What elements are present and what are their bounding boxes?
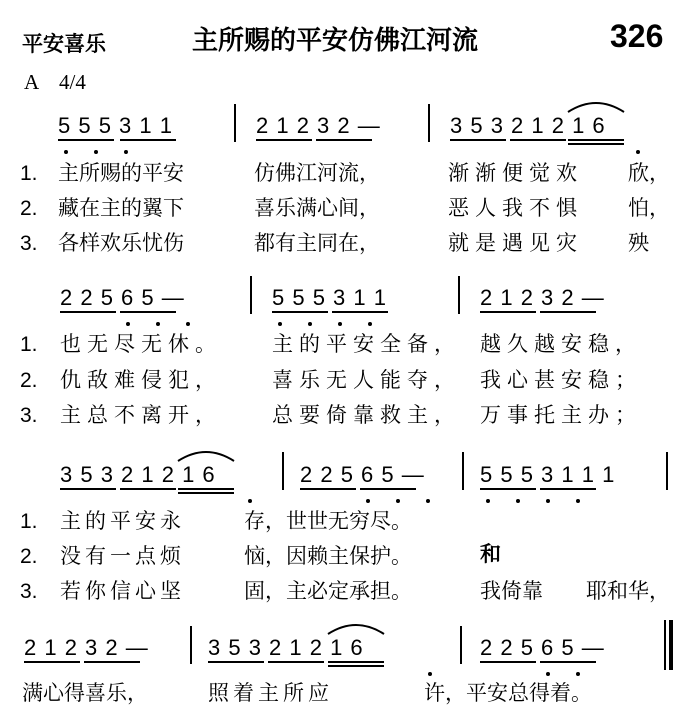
octave-dot — [308, 322, 312, 326]
octave-dot — [426, 499, 430, 503]
measure-notes: 2 2 5 6 5 — — [480, 635, 605, 660]
octave-dot — [124, 150, 128, 154]
beat-underline — [120, 311, 176, 313]
verse-2-lyrics: 2. — [20, 197, 38, 220]
octave-dot — [248, 499, 252, 503]
lyric-phrase: 我倚靠 — [480, 579, 543, 603]
verse-1-lyrics: 1. — [20, 162, 38, 185]
octave-dot — [126, 322, 130, 326]
measure-notes: 3 5 3 2 1 2 1 6 — [60, 462, 216, 487]
beat-underline — [120, 488, 176, 490]
octave-dot — [576, 672, 580, 676]
slur-mark — [566, 100, 626, 114]
lyric-phrase: 恼，因赖主保护。 — [244, 544, 412, 568]
lyric-phrase: 主总不离开， — [60, 403, 222, 427]
lyric-phrase: 藏在主的翼下 — [58, 196, 184, 220]
lyric-phrase: 主所赐的平安 — [58, 161, 184, 185]
lyric-phrase: 越久越安稳， — [480, 332, 642, 356]
beat-underline — [24, 661, 80, 663]
measure-notes: 3 5 3 2 1 2 1 6 — [450, 113, 606, 138]
lyric-phrase: 喜乐满心间， — [254, 196, 380, 220]
beat-underline — [480, 488, 536, 490]
hymn-number: 326 — [610, 18, 664, 54]
verse-1-lyrics: 1. — [20, 510, 38, 533]
lyric-phrase: 怕， — [628, 196, 670, 220]
octave-dot — [368, 322, 372, 326]
barline — [282, 452, 284, 490]
barline — [250, 276, 252, 314]
lyric-phrase: 主的平安永 — [60, 509, 185, 533]
beat-underline — [178, 492, 234, 494]
beat-underline — [332, 311, 388, 313]
time-signature: 4/4 — [59, 70, 86, 94]
measure-notes: 3 5 3 2 1 2 1 6 — [208, 635, 364, 660]
measure-notes: 2 1 2 3 2 — — [256, 113, 381, 138]
octave-dot — [576, 499, 580, 503]
verse-3-lyrics: 3. — [20, 404, 38, 427]
lyric-phrase: 恶人我不惧 — [448, 196, 583, 220]
beat-underline — [480, 311, 536, 313]
barline — [666, 452, 668, 490]
lyric-phrase: 总要倚靠救主， — [272, 403, 461, 427]
beat-underline — [360, 488, 416, 490]
lyric-phrase: 仇敌难侵犯， — [60, 368, 222, 392]
key-time-signature — [24, 70, 86, 95]
measure-notes: 5 5 5 3 1 1 — [272, 285, 387, 310]
beat-underline — [540, 488, 596, 490]
lyric-phrase: 耶和华， — [586, 579, 670, 603]
octave-dot — [366, 499, 370, 503]
barline — [428, 104, 430, 142]
lyric-phrase: 固，主必定承担。 — [244, 579, 412, 603]
lyric-phrase: 殃 — [628, 231, 649, 255]
octave-dot — [278, 322, 282, 326]
beat-underline — [510, 139, 566, 141]
barline — [458, 276, 460, 314]
lyric-phrase: 我心甚安稳； — [480, 368, 642, 392]
octave-dot — [546, 499, 550, 503]
measure-notes: 5 5 5 3 1 1 — [58, 113, 173, 138]
measure-notes: 2 1 2 3 2 — — [24, 635, 149, 660]
lyric-phrase: 存，世世无穷尽。 — [244, 509, 412, 533]
octave-dot — [338, 322, 342, 326]
octave-dot — [186, 322, 190, 326]
lyric-phrase: 万事托主办； — [480, 403, 642, 427]
barline — [234, 104, 236, 142]
hymn-title: 主所赐的平安仿佛江河流 — [192, 26, 479, 56]
measure-notes: 2 2 5 6 5 — — [60, 285, 185, 310]
lyric-phrase: 照着主所应 — [208, 681, 333, 705]
beat-underline — [272, 311, 328, 313]
hymn-category: 平安喜乐 — [22, 32, 106, 56]
verse-3-lyrics: 3. — [20, 580, 38, 603]
lyric-phrase: 欣， — [628, 161, 670, 185]
measure-notes: 2 2 5 6 5 — — [300, 462, 425, 487]
lyric-phrase: 若你信心坚 — [60, 579, 185, 603]
key-signature: A — [24, 70, 39, 94]
slur-mark — [176, 449, 236, 463]
beat-underline — [120, 139, 176, 141]
octave-dot — [636, 150, 640, 154]
octave-dot — [64, 150, 68, 154]
lyric-phrase: 满心得喜乐， — [22, 681, 148, 705]
beat-underline — [208, 661, 264, 663]
octave-dot — [94, 150, 98, 154]
lyric-phrase: 喜乐无人能夺， — [272, 368, 461, 392]
lyric-phrase: 就是遇见灾 — [448, 231, 583, 255]
beat-underline — [84, 661, 140, 663]
lyric-phrase: 仿佛江河流， — [254, 161, 380, 185]
beat-underline — [58, 139, 114, 141]
verse-1-lyrics: 1. — [20, 333, 38, 356]
barline — [460, 626, 462, 664]
beat-underline — [568, 139, 624, 141]
measure-notes: 5 5 5 3 1 1 1 — [480, 462, 616, 487]
barline — [462, 452, 464, 490]
beat-underline — [268, 661, 324, 663]
beat-underline — [480, 661, 536, 663]
beat-underline — [60, 488, 116, 490]
lyric-phrase: 渐渐便觉欢 — [448, 161, 583, 185]
octave-dot — [486, 499, 490, 503]
lyric-phrase: 也无尽无休。 — [60, 332, 222, 356]
lyric-phrase: 都有主同在， — [254, 231, 380, 255]
verse-2-lyrics: 2. — [20, 369, 38, 392]
beat-underline — [328, 661, 384, 663]
beat-underline — [450, 139, 506, 141]
lyric-phrase: 和 — [480, 542, 501, 566]
octave-dot — [516, 499, 520, 503]
beat-underline — [568, 143, 624, 145]
barline — [190, 626, 192, 664]
final-barline-thick — [669, 620, 673, 670]
lyric-phrase: 各样欢乐忧伤 — [58, 231, 184, 255]
measure-notes: 2 1 2 3 2 — — [480, 285, 605, 310]
lyric-phrase: 许，平安总得着。 — [424, 681, 592, 705]
slur-mark — [326, 622, 386, 636]
beat-underline — [60, 311, 116, 313]
verse-3-lyrics: 3. — [20, 232, 38, 255]
beat-underline — [540, 311, 596, 313]
beat-underline — [178, 488, 234, 490]
beat-underline — [540, 661, 596, 663]
beat-underline — [328, 665, 384, 667]
lyric-phrase: 主的平安全备， — [272, 332, 461, 356]
lyric-phrase: 没有一点烦 — [60, 544, 185, 568]
octave-dot — [396, 499, 400, 503]
beat-underline — [300, 488, 356, 490]
octave-dot — [546, 672, 550, 676]
beat-underline — [316, 139, 372, 141]
final-barline-thin — [664, 620, 666, 670]
beat-underline — [256, 139, 312, 141]
octave-dot — [156, 322, 160, 326]
octave-dot — [428, 672, 432, 676]
verse-2-lyrics: 2. — [20, 545, 38, 568]
